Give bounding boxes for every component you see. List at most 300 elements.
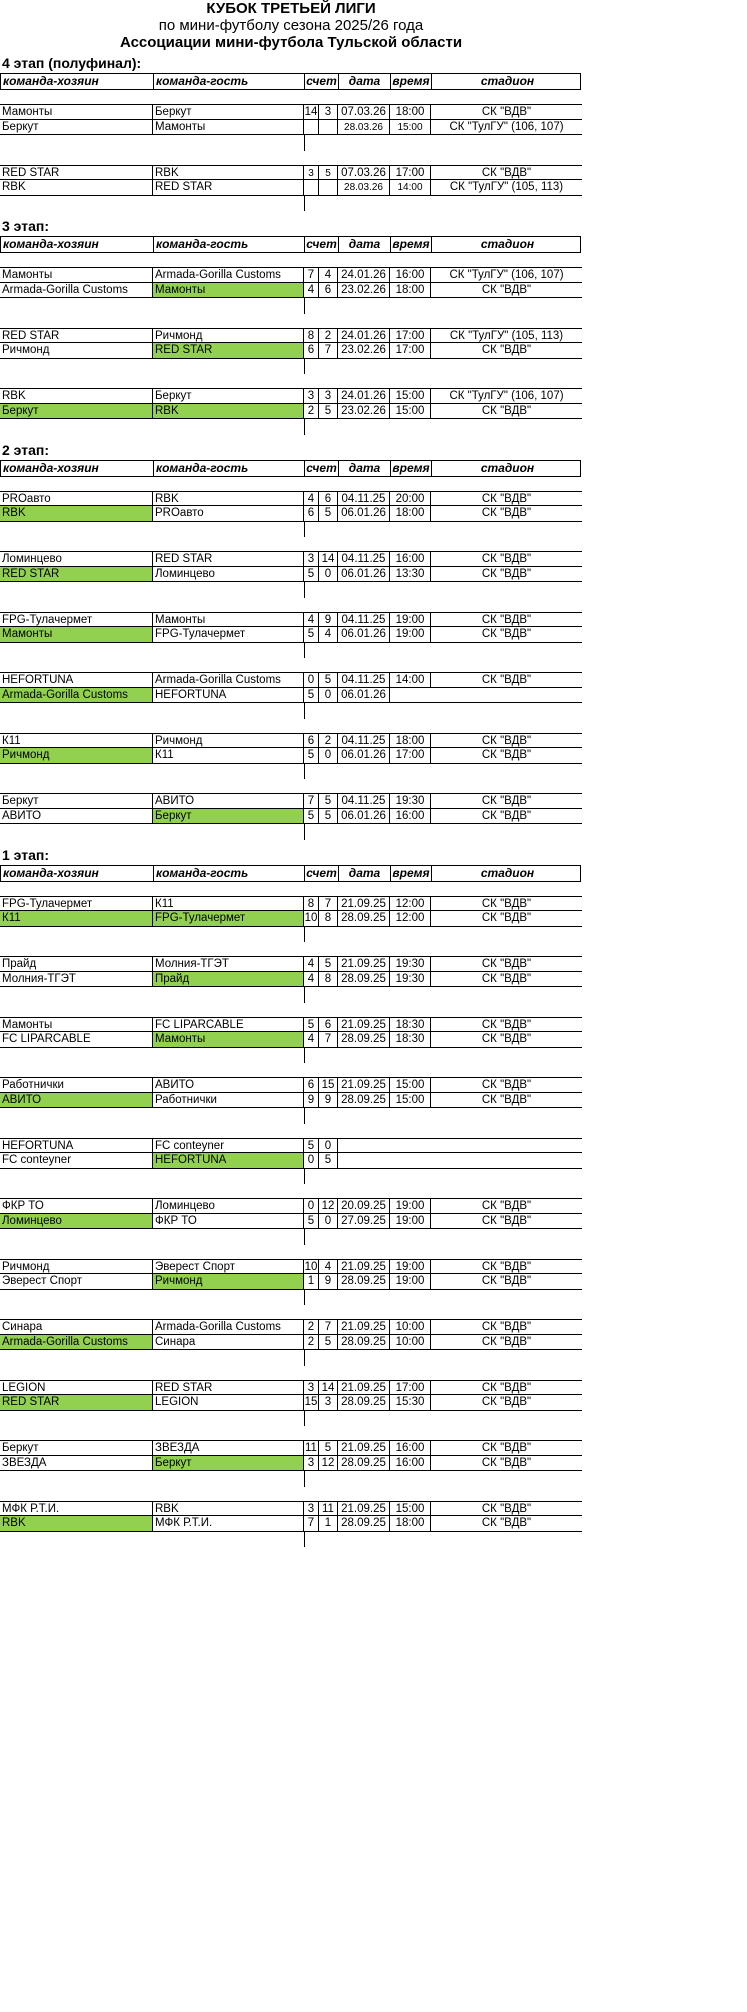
home-team: Ломинцево	[0, 551, 153, 567]
score-home: 3	[304, 551, 319, 567]
match-time: 17:00	[390, 1380, 431, 1396]
score-home: 2	[304, 404, 319, 420]
score-away: 14	[319, 1380, 338, 1396]
away-team: К11	[153, 896, 304, 912]
aggregate-away	[319, 135, 338, 151]
away-team: FPG-Тулачермет	[153, 911, 304, 927]
aggregate-away	[319, 522, 338, 538]
home-team: АВИТО	[0, 809, 153, 825]
match-date: 28.09.25	[338, 1516, 390, 1532]
tie-gap	[0, 1426, 582, 1440]
match-time: 19:00	[390, 1259, 431, 1275]
score-home: 5	[304, 1138, 319, 1154]
score-away: 5	[319, 1335, 338, 1351]
aggregate-away	[319, 1471, 338, 1487]
match-time: 16:00	[390, 267, 431, 283]
match-date: 07.03.26	[338, 165, 390, 181]
aggregate-home	[304, 824, 319, 840]
away-team: Мамонты	[153, 1032, 304, 1048]
match-date: 21.09.25	[338, 1077, 390, 1093]
match-time: 15:00	[390, 1501, 431, 1517]
col-home-header: команда-хозяин	[1, 461, 154, 476]
match-time: 15:30	[390, 1395, 431, 1411]
aggregate-home	[304, 927, 319, 943]
match-date: 28.09.25	[338, 1032, 390, 1048]
match-row	[0, 1259, 582, 1275]
away-team: Ричмонд	[153, 1274, 304, 1290]
aggregate-home	[304, 419, 319, 435]
column-header-row	[0, 236, 581, 253]
home-team: RBK	[0, 180, 153, 196]
away-team: Прайд	[153, 972, 304, 988]
aggregate-row	[0, 582, 582, 598]
score-away: 8	[319, 972, 338, 988]
home-team: Беркут	[0, 1440, 153, 1456]
aggregate-row	[0, 824, 582, 840]
score-away: 4	[319, 627, 338, 643]
stage-title: 4 этап (полуфинал):	[2, 55, 142, 71]
title-line-2: по мини-футболу сезона 2025/26 года	[158, 17, 424, 34]
away-team: HEFORTUNA	[153, 688, 304, 704]
match-row	[0, 1516, 582, 1532]
aggregate-home	[304, 522, 319, 538]
match-time: 17:00	[390, 328, 431, 344]
stadium: СК "ВДВ"	[431, 343, 582, 359]
away-team: К11	[153, 748, 304, 764]
score-away: 5	[319, 404, 338, 420]
score-away: 5	[319, 506, 338, 522]
col-date-header: дата	[339, 74, 391, 89]
score-home: 5	[304, 627, 319, 643]
away-team: LEGION	[153, 1395, 304, 1411]
away-team: RED STAR	[153, 551, 304, 567]
aggregate-away	[319, 824, 338, 840]
stadium: СК "ВДВ"	[431, 748, 582, 764]
away-team: Armada-Gorilla Customs	[153, 672, 304, 688]
match-time: 19:00	[390, 1274, 431, 1290]
match-time: 18:00	[390, 283, 431, 299]
score-home: 6	[304, 1077, 319, 1093]
match-time: 18:30	[390, 1017, 431, 1033]
aggregate-away	[319, 927, 338, 943]
score-home: 0	[304, 1153, 319, 1169]
home-team: Ломинцево	[0, 1214, 153, 1230]
score-home: 2	[304, 1335, 319, 1351]
match-date: 21.09.25	[338, 1440, 390, 1456]
match-date: 28.09.25	[338, 1395, 390, 1411]
match-row	[0, 733, 582, 749]
stadium: СК "ВДВ"	[431, 506, 582, 522]
score-away: 5	[319, 956, 338, 972]
match-date: 28.09.25	[338, 911, 390, 927]
stadium: СК "ТулГУ" (106, 107)	[431, 388, 582, 404]
score-home: 6	[304, 506, 319, 522]
stadium: СК "ВДВ"	[431, 1516, 582, 1532]
away-team: АВИТО	[153, 793, 304, 809]
aggregate-home	[304, 135, 319, 151]
stadium: СК "ВДВ"	[431, 972, 582, 988]
match-time: 10:00	[390, 1319, 431, 1335]
stage-block	[0, 441, 582, 846]
aggregate-row	[0, 135, 582, 151]
match-row	[0, 1138, 582, 1154]
away-team: Синара	[153, 1335, 304, 1351]
aggregate-row	[0, 1350, 582, 1366]
match-date: 24.01.26	[338, 267, 390, 283]
aggregate-home	[304, 703, 319, 719]
match-row	[0, 1456, 582, 1472]
stadium: СК "ВДВ"	[431, 1440, 582, 1456]
match-row	[0, 267, 582, 283]
score-home: 0	[304, 672, 319, 688]
match-time: 19:00	[390, 1214, 431, 1230]
away-team: Беркут	[153, 104, 304, 120]
stadium: СК "ВДВ"	[431, 1395, 582, 1411]
column-header-row	[0, 460, 581, 477]
home-team: ЗВЕЗДА	[0, 1456, 153, 1472]
tie-gap	[0, 658, 582, 672]
away-team: RED STAR	[153, 1380, 304, 1396]
home-team: RBK	[0, 506, 153, 522]
match-date: 06.01.26	[338, 506, 390, 522]
aggregate-away	[319, 582, 338, 598]
match-row	[0, 404, 582, 420]
aggregate-home	[304, 1048, 319, 1064]
score-away: 3	[319, 388, 338, 404]
score-home: 5	[304, 1214, 319, 1230]
tie-gap	[0, 314, 582, 328]
stage-block	[0, 846, 582, 1554]
match-row	[0, 165, 582, 181]
stadium: СК "ВДВ"	[431, 672, 582, 688]
match-time: 14:00	[390, 180, 431, 196]
away-team: Ломинцево	[153, 1198, 304, 1214]
score-away: 6	[319, 491, 338, 507]
col-stadium-header: стадион	[480, 237, 535, 251]
score-home: 1	[304, 1274, 319, 1290]
match-row	[0, 1017, 582, 1033]
home-team: RED STAR	[0, 165, 153, 181]
score-away: 5	[319, 809, 338, 825]
match-row	[0, 1501, 582, 1517]
score-home: 5	[304, 567, 319, 583]
match-date	[338, 1138, 390, 1154]
score-home: 5	[304, 809, 319, 825]
tie-gap	[0, 1366, 582, 1380]
score-home: 4	[304, 612, 319, 628]
stadium: СК "ВДВ"	[431, 1319, 582, 1335]
col-stadium-header: стадион	[480, 460, 535, 475]
aggregate-home	[304, 764, 319, 780]
score-away: 0	[319, 1214, 338, 1230]
score-away: 7	[319, 1032, 338, 1048]
match-date: 21.09.25	[338, 896, 390, 912]
match-date: 04.11.25	[338, 793, 390, 809]
match-date: 07.03.26	[338, 104, 390, 120]
match-row	[0, 1153, 582, 1169]
away-team: ФКР ТО	[153, 1214, 304, 1230]
match-date: 06.01.26	[338, 748, 390, 764]
match-row	[0, 1032, 582, 1048]
home-team: RBK	[0, 388, 153, 404]
stadium: СК "ВДВ"	[431, 809, 582, 825]
stage-gap	[0, 1547, 582, 1553]
match-date: 04.11.25	[338, 551, 390, 567]
home-team: Мамонты	[0, 1017, 153, 1033]
tie-gap	[0, 719, 582, 733]
tie-gap	[0, 1124, 582, 1138]
tie-gap	[0, 151, 582, 165]
aggregate-row	[0, 1048, 582, 1064]
stage-block	[0, 217, 582, 441]
match-date: 21.09.25	[338, 1259, 390, 1275]
aggregate-row	[0, 1169, 582, 1185]
score-home: 2	[304, 1319, 319, 1335]
away-team: МФК Р.Т.И.	[153, 1516, 304, 1532]
stadium	[431, 688, 582, 704]
aggregate-row	[0, 1471, 582, 1487]
away-team: Ричмонд	[153, 733, 304, 749]
aggregate-away	[319, 1048, 338, 1064]
score-home: 6	[304, 343, 319, 359]
home-team: Ричмонд	[0, 748, 153, 764]
title-line-3: Ассоциации мини-футбола Тульской области	[119, 34, 463, 51]
stadium: СК "ТулГУ" (106, 107)	[431, 267, 582, 283]
score-away: 2	[319, 733, 338, 749]
score-away: 12	[319, 1198, 338, 1214]
stadium: СК "ВДВ"	[431, 1077, 582, 1093]
stadium: СК "ВДВ"	[431, 567, 582, 583]
match-time: 18:00	[390, 104, 431, 120]
aggregate-away	[319, 764, 338, 780]
score-home: 7	[304, 1516, 319, 1532]
stadium: СК "ВДВ"	[431, 1380, 582, 1396]
aggregate-row	[0, 764, 582, 780]
stadium: СК "ВДВ"	[431, 911, 582, 927]
score-home	[304, 120, 319, 136]
away-team: RBK	[153, 1501, 304, 1517]
col-date-header: дата	[339, 461, 391, 476]
match-date: 28.09.25	[338, 1335, 390, 1351]
match-time: 18:00	[390, 733, 431, 749]
page-title	[0, 0, 582, 54]
aggregate-home	[304, 643, 319, 659]
tie-gap	[0, 253, 582, 267]
away-team: Беркут	[153, 809, 304, 825]
away-team: Ломинцево	[153, 567, 304, 583]
aggregate-home	[304, 987, 319, 1003]
score-away: 11	[319, 1501, 338, 1517]
away-team: Беркут	[153, 388, 304, 404]
match-time: 18:00	[390, 506, 431, 522]
match-date: 06.01.26	[338, 688, 390, 704]
match-date: 06.01.26	[338, 567, 390, 583]
tie-gap	[0, 90, 582, 104]
match-row	[0, 388, 582, 404]
home-team: АВИТО	[0, 1093, 153, 1109]
match-row	[0, 1093, 582, 1109]
aggregate-home	[304, 1229, 319, 1245]
score-away: 9	[319, 612, 338, 628]
aggregate-away	[319, 987, 338, 1003]
aggregate-row	[0, 927, 582, 943]
match-time: 14:00	[390, 672, 431, 688]
home-team: Беркут	[0, 793, 153, 809]
aggregate-row	[0, 1108, 582, 1124]
aggregate-away	[319, 1290, 338, 1306]
match-time	[390, 1138, 431, 1154]
match-row	[0, 1198, 582, 1214]
match-time: 19:30	[390, 793, 431, 809]
score-home: 15	[304, 1395, 319, 1411]
col-home-header: команда-хозяин	[1, 866, 154, 881]
score-away: 9	[319, 1274, 338, 1290]
col-time-header: время	[391, 237, 432, 252]
aggregate-away	[319, 419, 338, 435]
score-away: 2	[319, 328, 338, 344]
match-date: 24.01.26	[338, 328, 390, 344]
column-header-row	[0, 73, 581, 90]
score-home: 5	[304, 688, 319, 704]
home-team: Беркут	[0, 404, 153, 420]
stadium: СК "ВДВ"	[431, 733, 582, 749]
match-row	[0, 956, 582, 972]
tie-gap	[0, 1184, 582, 1198]
score-away: 5	[319, 793, 338, 809]
match-time: 15:00	[390, 1093, 431, 1109]
score-away	[319, 120, 338, 136]
match-row	[0, 283, 582, 299]
match-date: 27.09.25	[338, 1214, 390, 1230]
aggregate-home	[304, 359, 319, 375]
match-date: 20.09.25	[338, 1198, 390, 1214]
match-time: 17:00	[390, 343, 431, 359]
score-home: 3	[304, 1380, 319, 1396]
score-home: 5	[304, 748, 319, 764]
match-date: 21.09.25	[338, 1017, 390, 1033]
away-team: АВИТО	[153, 1077, 304, 1093]
score-away: 3	[319, 104, 338, 120]
score-home: 3	[304, 388, 319, 404]
score-away	[319, 180, 338, 196]
score-home: 5	[304, 1017, 319, 1033]
stadium: СК "ТулГУ" (105, 113)	[431, 328, 582, 344]
match-time: 18:00	[390, 1516, 431, 1532]
stadium: СК "ВДВ"	[431, 165, 582, 181]
away-team: FC LIPARCABLE	[153, 1017, 304, 1033]
home-team: Мамонты	[0, 627, 153, 643]
match-time: 12:00	[390, 896, 431, 912]
home-team: Мамонты	[0, 267, 153, 283]
score-away: 0	[319, 1138, 338, 1154]
aggregate-away	[319, 643, 338, 659]
match-row	[0, 672, 582, 688]
tie-gap	[0, 537, 582, 551]
aggregate-row	[0, 298, 582, 314]
col-date-header: дата	[339, 237, 391, 252]
match-time	[390, 688, 431, 704]
away-team: Эверест Спорт	[153, 1259, 304, 1275]
score-away: 4	[319, 1259, 338, 1275]
stadium: СК "ТулГУ" (105, 113)	[431, 180, 582, 196]
aggregate-row	[0, 643, 582, 659]
score-home: 7	[304, 793, 319, 809]
home-team: PROавто	[0, 491, 153, 507]
score-home: 8	[304, 896, 319, 912]
aggregate-away	[319, 703, 338, 719]
home-team: Ричмонд	[0, 1259, 153, 1275]
away-team: Armada-Gorilla Customs	[153, 1319, 304, 1335]
away-team: Armada-Gorilla Customs	[153, 267, 304, 283]
col-home-header: команда-хозяин	[1, 74, 154, 89]
aggregate-row	[0, 1532, 582, 1548]
home-team: LEGION	[0, 1380, 153, 1396]
away-team: FPG-Тулачермет	[153, 627, 304, 643]
match-date: 23.02.26	[338, 283, 390, 299]
aggregate-row	[0, 196, 582, 212]
aggregate-away	[319, 1411, 338, 1427]
col-away-header: команда-гость	[154, 74, 305, 89]
aggregate-away	[319, 1108, 338, 1124]
match-row	[0, 104, 582, 120]
score-home: 9	[304, 1093, 319, 1109]
match-date: 23.02.26	[338, 343, 390, 359]
match-date: 06.01.26	[338, 809, 390, 825]
tie-gap	[0, 1245, 582, 1259]
col-stadium-header: стадион	[480, 74, 535, 88]
home-team: Молния-ТГЭТ	[0, 972, 153, 988]
stadium: СК "ВДВ"	[431, 1093, 582, 1109]
match-row	[0, 972, 582, 988]
match-date: 28.09.25	[338, 1093, 390, 1109]
tie-gap	[0, 779, 582, 793]
score-home: 4	[304, 1032, 319, 1048]
home-team: Синара	[0, 1319, 153, 1335]
score-away: 14	[319, 551, 338, 567]
stadium: СК "ВДВ"	[431, 1214, 582, 1230]
col-score-header: счет	[305, 461, 339, 476]
home-team: К11	[0, 733, 153, 749]
home-team: Мамонты	[0, 104, 153, 120]
score-home: 4	[304, 283, 319, 299]
match-date: 21.09.25	[338, 1319, 390, 1335]
aggregate-away	[319, 1350, 338, 1366]
score-home: 3	[304, 1456, 319, 1472]
stage-title: 3 этап:	[2, 218, 49, 234]
stage-block	[0, 54, 582, 217]
score-home: 0	[304, 1198, 319, 1214]
stadium: СК "ВДВ"	[431, 1335, 582, 1351]
away-team: ЗВЕЗДА	[153, 1440, 304, 1456]
home-team: FC conteyner	[0, 1153, 153, 1169]
tie-gap	[0, 882, 582, 896]
aggregate-row	[0, 522, 582, 538]
away-team: Работнички	[153, 1093, 304, 1109]
match-time: 20:00	[390, 491, 431, 507]
match-date	[338, 1153, 390, 1169]
score-away: 7	[319, 896, 338, 912]
match-time: 17:00	[390, 165, 431, 181]
aggregate-away	[319, 1532, 338, 1548]
match-row	[0, 793, 582, 809]
col-score-header: счет	[305, 866, 339, 881]
stadium: СК "ВДВ"	[431, 896, 582, 912]
home-team: RED STAR	[0, 567, 153, 583]
match-row	[0, 1214, 582, 1230]
match-time	[390, 1153, 431, 1169]
match-date: 28.03.26	[338, 180, 390, 196]
match-date: 28.09.25	[338, 1456, 390, 1472]
